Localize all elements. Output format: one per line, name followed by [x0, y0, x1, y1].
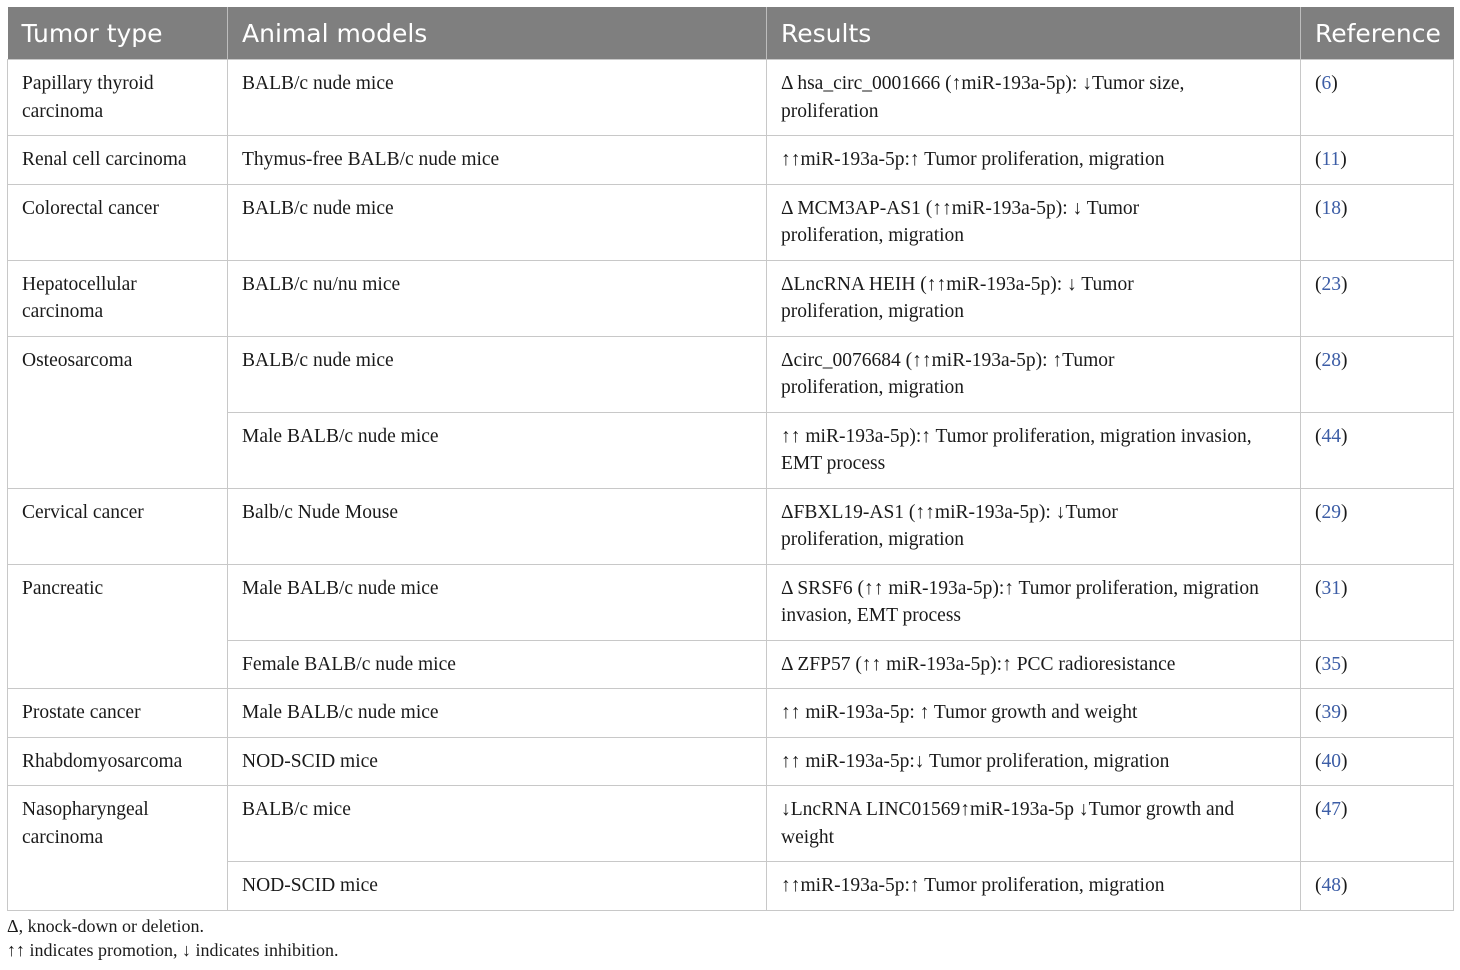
result-cell: Δ ZFP57 (↑↑ miR-193a-5p):↑ PCC radioresistance [767, 640, 1301, 689]
table-row [8, 737, 1454, 786]
reference-link[interactable]: 28 [1321, 349, 1341, 371]
animal-model-cell: BALB/c nude mice [228, 336, 767, 412]
reference-link[interactable]: 48 [1321, 875, 1341, 896]
animal-model-cell: BALB/c nu/nu mice [228, 260, 767, 336]
reference-link[interactable]: 6 [1321, 73, 1332, 94]
result-cell: Δ SRSF6 (↑↑ miR-193a-5p):↑ Tumor proliferation, migration invasion, EMT process [767, 564, 1301, 640]
reference-cell: (6) [1301, 60, 1454, 136]
table-row [8, 786, 1454, 862]
table-row [8, 336, 1454, 412]
table-footnotes [7, 914, 338, 962]
reference-cell: (18) [1301, 184, 1454, 260]
reference-link[interactable]: 23 [1321, 273, 1341, 295]
tumor-type-cell: Rhabdomyosarcoma [8, 737, 228, 786]
reference-cell: (29) [1301, 488, 1454, 564]
table-row [8, 60, 1454, 136]
reference-link[interactable]: 11 [1321, 149, 1341, 170]
result-cell: Δ MCM3AP-AS1 (↑↑miR-193a-5p): ↓ Tumor proliferation, migration [767, 184, 1301, 260]
animal-model-cell: NOD-SCID mice [228, 737, 767, 786]
table-header-row [8, 7, 1454, 60]
tumor-type-cell: Colorectal cancer [8, 184, 228, 260]
reference-cell: (47) [1301, 786, 1454, 862]
animal-model-cell: Male BALB/c nude mice [228, 412, 767, 488]
tumor-type-cell: Cervical cancer [8, 488, 228, 564]
reference-cell: (35) [1301, 640, 1454, 689]
tumor-type-cell: Prostate cancer [8, 689, 228, 738]
result-cell: ↑↑ miR-193a-5p):↑ Tumor proliferation, migration invasion, EMT process [767, 412, 1301, 488]
reference-cell: (11) [1301, 136, 1454, 185]
header-reference: Reference [1301, 7, 1454, 60]
table-row [8, 184, 1454, 260]
animal-model-cell: Thymus-free BALB/c nude mice [228, 136, 767, 185]
reference-cell: (39) [1301, 689, 1454, 738]
result-cell: Δ hsa_circ_0001666 (↑miR-193a-5p): ↓Tumor size, proliferation [767, 60, 1301, 136]
tumor-type-cell: Nasopharyngeal carcinoma [8, 786, 228, 911]
reference-link[interactable]: 47 [1321, 799, 1341, 820]
header-animal-models: Animal models [228, 7, 767, 60]
animal-model-cell: Male BALB/c nude mice [228, 689, 767, 738]
reference-cell: (23) [1301, 260, 1454, 336]
animal-model-cell: Male BALB/c nude mice [228, 564, 767, 640]
tumor-type-cell: Papillary thyroid carcinoma [8, 60, 228, 136]
result-cell: ↑↑miR-193a-5p:↑ Tumor proliferation, migration [767, 862, 1301, 911]
footnote-arrows: ↑↑ indicates promotion, ↓ indicates inhibition. [7, 940, 339, 960]
header-tumor-type: Tumor type [8, 7, 228, 60]
tumor-type-cell: Pancreatic [8, 564, 228, 689]
animal-model-cell: BALB/c nude mice [228, 184, 767, 260]
reference-cell: (44) [1301, 412, 1454, 488]
tumor-type-cell: Osteosarcoma [8, 336, 228, 488]
reference-link[interactable]: 18 [1321, 197, 1341, 219]
result-cell: ↓LncRNA LINC01569↑miR-193a-5p ↓Tumor growth and weight [767, 786, 1301, 862]
reference-link[interactable]: 31 [1321, 577, 1341, 599]
table-row [8, 260, 1454, 336]
result-cell: ↑↑ miR-193a-5p: ↑ Tumor growth and weight [767, 689, 1301, 738]
table-row [8, 136, 1454, 185]
reference-cell: (40) [1301, 737, 1454, 786]
animal-model-cell: Balb/c Nude Mouse [228, 488, 767, 564]
animal-model-cell: NOD-SCID mice [228, 862, 767, 911]
reference-link[interactable]: 40 [1321, 750, 1341, 772]
result-cell: Δcirc_0076684 (↑↑miR-193a-5p): ↑Tumor proliferation, migration [767, 336, 1301, 412]
reference-cell: (28) [1301, 336, 1454, 412]
animal-model-cell: BALB/c nude mice [228, 60, 767, 136]
reference-link[interactable]: 35 [1321, 653, 1341, 675]
reference-cell: (31) [1301, 564, 1454, 640]
result-cell: ↑↑miR-193a-5p:↑ Tumor proliferation, migration [767, 136, 1301, 185]
tumor-type-cell: Hepatocellular carcinoma [8, 260, 228, 336]
tumor-type-cell: Renal cell carcinoma [8, 136, 228, 185]
result-cell: ΔLncRNA HEIH (↑↑miR-193a-5p): ↓ Tumor proliferation, migration [767, 260, 1301, 336]
header-results: Results [767, 7, 1301, 60]
reference-link[interactable]: 44 [1321, 425, 1341, 447]
result-cell: ΔFBXL19-AS1 (↑↑miR-193a-5p): ↓Tumor proliferation, migration [767, 488, 1301, 564]
footnote-delta: Δ, knock-down or deletion. [7, 916, 205, 936]
animal-model-cell: Female BALB/c nude mice [228, 640, 767, 689]
results-table [7, 7, 1454, 911]
animal-model-cell: BALB/c mice [228, 786, 767, 862]
reference-link[interactable]: 29 [1321, 501, 1341, 523]
table-row [8, 488, 1454, 564]
reference-cell: (48) [1301, 862, 1454, 911]
reference-link[interactable]: 39 [1321, 702, 1341, 723]
table-row [8, 689, 1454, 738]
table-container [7, 7, 1453, 911]
table-row [8, 564, 1454, 640]
result-cell: ↑↑ miR-193a-5p:↓ Tumor proliferation, migration [767, 737, 1301, 786]
